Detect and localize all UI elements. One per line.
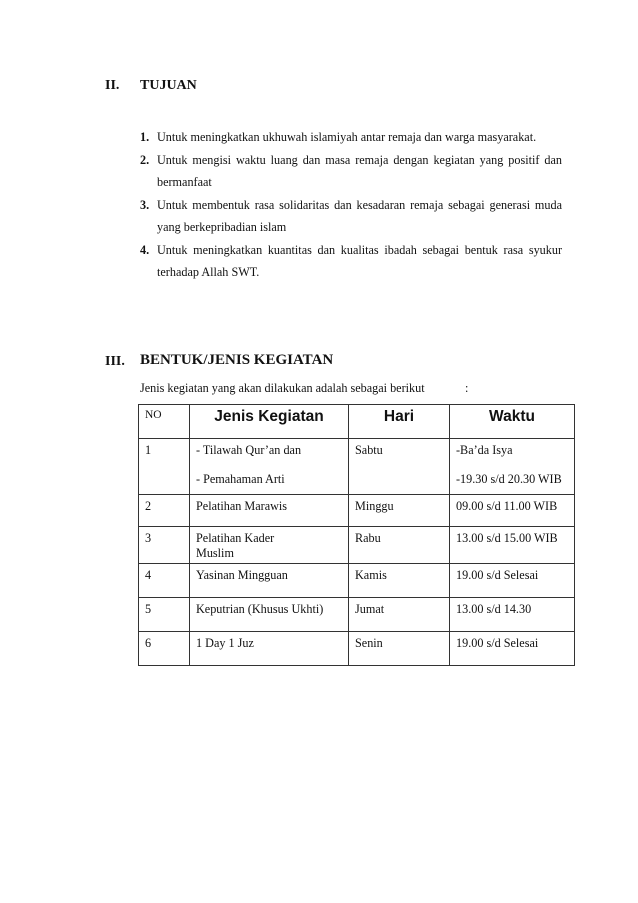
cell-waktu: 09.00 s/d 11.00 WIB [450, 495, 575, 527]
goal-number: 2. [140, 152, 150, 167]
goal-list [140, 126, 562, 284]
goal-number: 3. [140, 197, 150, 212]
cell-hari: Minggu [349, 495, 450, 527]
header-waktu: Waktu [450, 405, 575, 439]
section-number-ii: II. [105, 78, 120, 93]
cell-waktu-line: -19.30 s/d 20.30 WIB [456, 472, 562, 486]
cell-waktu: 19.00 s/d Selesai [450, 632, 575, 666]
table-header-row [139, 405, 575, 439]
cell-no: 5 [139, 598, 190, 632]
section-number-iii: III. [105, 354, 125, 369]
cell-jenis: Yasinan Mingguan [190, 564, 349, 598]
list-item [140, 149, 562, 194]
cell-no: 3 [139, 527, 190, 564]
cell-no: 1 [139, 439, 190, 495]
table-row [139, 564, 575, 598]
list-item [140, 126, 562, 149]
cell-hari: Rabu [349, 527, 450, 564]
section-title-kegiatan: BENTUK/JENIS KEGIATAN [140, 352, 334, 368]
intro-text: Jenis kegiatan yang akan dilakukan adalah sebagai berikut [140, 381, 425, 395]
cell-no: 2 [139, 495, 190, 527]
cell-waktu: 13.00 s/d 15.00 WIB [450, 527, 575, 564]
table-row [139, 598, 575, 632]
header-hari: Hari [349, 405, 450, 439]
cell-no: 4 [139, 564, 190, 598]
cell-waktu: 13.00 s/d 14.30 [450, 598, 575, 632]
table-row [139, 527, 575, 564]
cell-no: 6 [139, 632, 190, 666]
goal-number: 1. [140, 130, 150, 144]
cell-jenis-line: - Tilawah Qur’an dan [196, 443, 302, 457]
cell-jenis-line: Muslim [196, 546, 234, 560]
goal-text: Untuk membentuk rasa solidaritas dan kesadaran remaja sebagai generasi muda yang berkepribadian islam [157, 197, 562, 234]
cell-jenis [190, 439, 349, 495]
cell-jenis: 1 Day 1 Juz [190, 632, 349, 666]
cell-hari: Kamis [349, 564, 450, 598]
cell-jenis-line: - Pemahaman Arti [196, 472, 285, 486]
cell-hari: Senin [349, 632, 450, 666]
cell-hari: Jumat [349, 598, 450, 632]
cell-waktu-line: -Ba’da Isya [456, 443, 513, 457]
section-title-tujuan: TUJUAN [140, 78, 197, 93]
cell-hari: Sabtu [349, 439, 450, 495]
intro-colon: : [465, 381, 469, 395]
list-item [140, 194, 562, 239]
header-no: NO [139, 405, 190, 439]
table-row [139, 495, 575, 527]
cell-jenis [190, 527, 349, 564]
cell-waktu [450, 439, 575, 495]
list-item [140, 239, 562, 284]
goal-text: Untuk meningkatkan ukhuwah islamiyah antar remaja dan warga masyarakat. [157, 130, 537, 144]
cell-jenis: Pelatihan Marawis [190, 495, 349, 527]
cell-waktu: 19.00 s/d Selesai [450, 564, 575, 598]
activity-table [138, 404, 575, 666]
table-row [139, 439, 575, 495]
table-row [139, 632, 575, 666]
cell-jenis-line: Pelatihan Kader [196, 531, 275, 545]
goal-text: Untuk meningkatkan kuantitas dan kualitas ibadah sebagai bentuk rasa syukur terhadap Allah SWT. [157, 242, 562, 279]
goal-number: 4. [140, 242, 150, 257]
goal-text: Untuk mengisi waktu luang dan masa remaja dengan kegiatan yang positif dan bermanfaat [157, 152, 562, 189]
header-jenis: Jenis Kegiatan [190, 405, 349, 439]
cell-jenis: Keputrian (Khusus Ukhti) [190, 598, 349, 632]
